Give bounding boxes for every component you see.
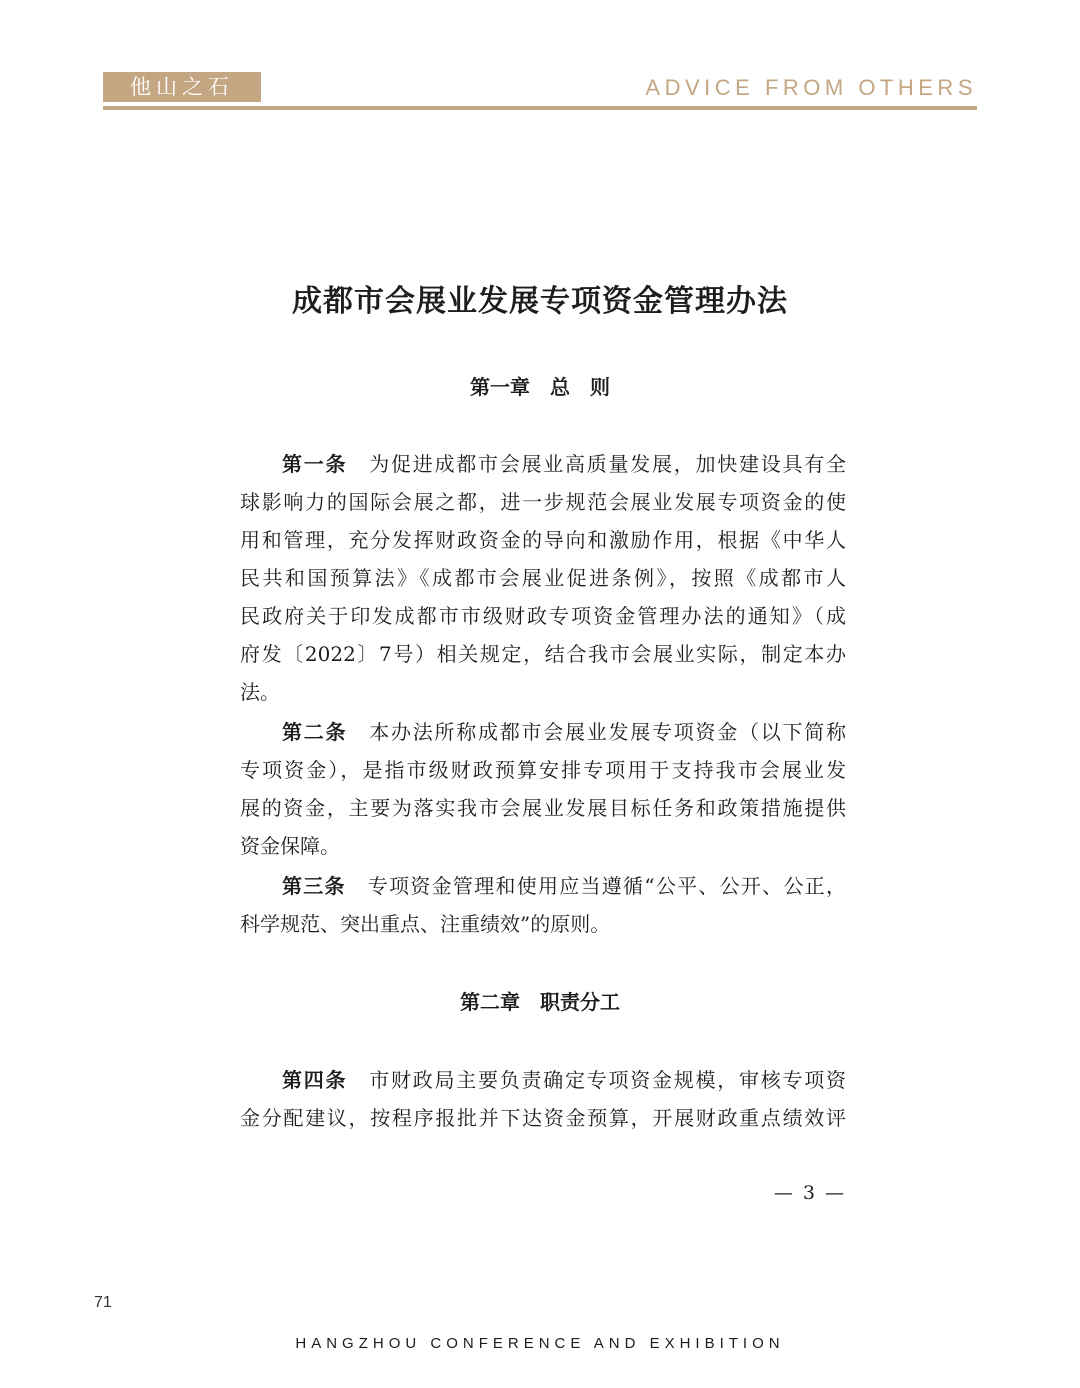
chapter-1-heading: 第一章 总 则 — [470, 375, 610, 399]
line-text: 为促进成都市会展业高质量发展，加快建设具有全 — [369, 452, 846, 476]
paragraph-line — [282, 718, 846, 746]
paragraph-line: 民政府关于印发成都市市级财政专项资金管理办法的通知》（成 — [240, 604, 846, 628]
paragraph-line — [282, 872, 846, 900]
paragraph-line: 科学规范、突出重点、注重绩效”的原则。 — [240, 912, 611, 936]
line-text: 市财政局主要负责确定专项资金规模，审核专项资 — [369, 1068, 846, 1092]
section-tag: 他山之石 — [103, 72, 261, 102]
article-label: 第二条 — [282, 720, 348, 744]
paragraph-line: 金分配建议，按程序报批并下达资金预算，开展财政重点绩效评 — [240, 1106, 846, 1130]
paragraph-line: 民共和国预算法》《成都市会展业促进条例》，按照《成都市人 — [240, 566, 846, 590]
article-label: 第三条 — [282, 874, 346, 898]
paragraph-line — [282, 450, 846, 478]
inner-page-number: — 3 — — [773, 1182, 846, 1204]
paragraph-line: 府发〔2022〕7号）相关规定，结合我市会展业实际，制定本办 — [240, 642, 846, 666]
header-divider — [103, 106, 977, 110]
section-title-en: ADVICE FROM OTHERS — [645, 75, 977, 100]
chapter-2-heading: 第二章 职责分工 — [460, 990, 620, 1014]
article-label: 第一条 — [282, 452, 348, 476]
paragraph-line: 球影响力的国际会展之都，进一步规范会展业发展专项资金的使 — [240, 490, 846, 514]
paragraph-line — [282, 1066, 846, 1094]
paragraph-line: 用和管理，充分发挥财政资金的导向和激励作用，根据《中华人 — [240, 528, 846, 552]
paragraph-line: 法。 — [240, 680, 280, 704]
paragraph-line: 资金保障。 — [240, 834, 340, 858]
line-text: 本办法所称成都市会展业发展专项资金（以下简称 — [369, 720, 846, 744]
paragraph-line: 专项资金），是指市级财政预算安排专项用于支持我市会展业发 — [240, 758, 846, 782]
magazine-footer: HANGZHOU CONFERENCE AND EXHIBITION — [295, 1335, 785, 1352]
document-title: 成都市会展业发展专项资金管理办法 — [292, 284, 788, 319]
page-number: 71 — [94, 1294, 112, 1311]
article-label: 第四条 — [282, 1068, 348, 1092]
paragraph-line: 展的资金，主要为落实我市会展业发展目标任务和政策措施提供 — [240, 796, 846, 820]
line-text: 专项资金管理和使用应当遵循“公平、公开、公正， — [367, 874, 846, 898]
